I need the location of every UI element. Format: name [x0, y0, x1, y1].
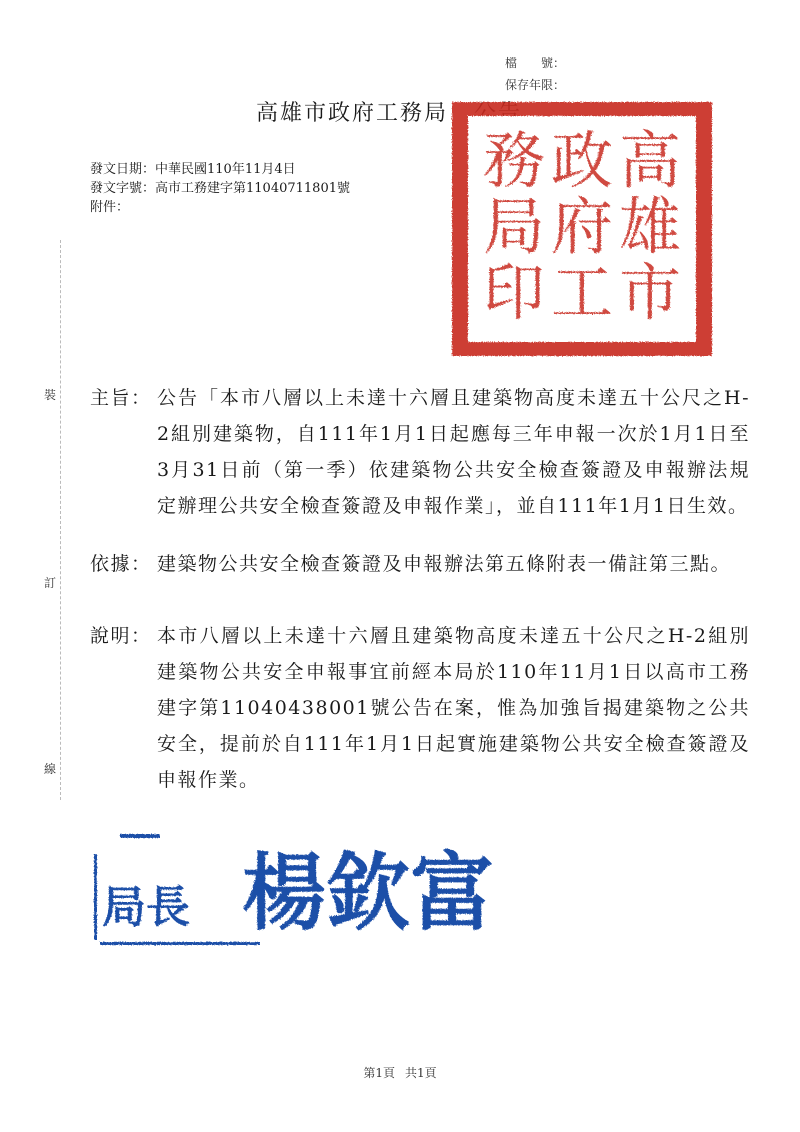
file-number-label: 檔 號： — [505, 56, 566, 70]
seal-char: 高 — [618, 124, 682, 197]
signature-name: 楊欽富 — [242, 844, 495, 942]
subject-label: 主旨： — [90, 387, 152, 409]
agency-name: 高雄市政府工務局 — [256, 101, 449, 126]
seal-char: 政 — [550, 124, 614, 197]
issue-date-label: 發文日期： — [90, 162, 156, 177]
explanation-section — [90, 618, 750, 798]
official-seal — [448, 98, 716, 360]
seal-char: 工 — [550, 256, 614, 329]
issue-date-row — [90, 160, 350, 179]
attachment-row — [90, 198, 350, 217]
issue-meta — [90, 160, 350, 217]
seal-char: 府 — [550, 190, 614, 263]
stamp-border-mark — [100, 942, 260, 945]
issue-date-value: 中華民國110年11月4日 — [155, 162, 296, 177]
seal-char: 雄 — [618, 190, 682, 263]
subject-section — [90, 380, 750, 524]
retention-period-label: 保存年限： — [505, 78, 566, 92]
explanation-text: 本市八層以上未達十六層且建築物高度未達五十公尺之H-2組別建築物公共安全申報事宜前經本局於110年11月1日以高市工務建字第11040438001號公告在案，惟為加強旨揭建築物之公共安全，提前於自111年1月1日起實施建築物公共安全檢查簽證及申報作業。 — [157, 625, 750, 791]
reference-number-value: 高市工務建字第11040711801號 — [155, 181, 350, 196]
attachment-label: 附件： — [90, 200, 130, 215]
basis-label: 依據： — [90, 553, 152, 575]
reference-number-label: 發文字號： — [90, 181, 156, 196]
page-total: 共1頁 — [405, 1066, 437, 1080]
stamp-border-mark — [120, 834, 160, 838]
reference-number-row — [90, 179, 350, 198]
binding-mark-line: 線 — [44, 762, 57, 776]
director-signature-stamp — [90, 828, 530, 952]
seal-characters — [483, 124, 681, 329]
seal-char: 印 — [482, 256, 546, 329]
basis-section — [90, 546, 750, 582]
seal-char: 市 — [618, 256, 682, 329]
subject-text: 公告「本市八層以上未達十六層且建築物高度未達五十公尺之H-2組別建築物，自111年1月1日起應每三年申報一次於1月1日至3月31日前（第一季）依建築物公共安全檢查簽證及申報辦法規定辦理公共安全檢查簽證及申報作業」，並自111年1月1日生效。 — [157, 387, 750, 517]
basis-text: 建築物公共安全檢查簽證及申報辦法第五條附表一備註第三點。 — [157, 553, 732, 575]
page-current: 第1頁 — [363, 1066, 395, 1080]
seal-char: 局 — [482, 190, 546, 263]
page-number — [0, 1064, 800, 1081]
binding-mark-bind: 裝 — [44, 388, 57, 402]
binding-line — [60, 240, 61, 800]
seal-char: 務 — [482, 124, 546, 197]
filing-info — [505, 52, 565, 96]
stamp-border-mark — [94, 854, 97, 940]
signature-title: 局長 — [102, 882, 190, 933]
binding-mark-staple: 訂 — [44, 576, 57, 590]
explanation-label: 說明： — [90, 625, 152, 647]
